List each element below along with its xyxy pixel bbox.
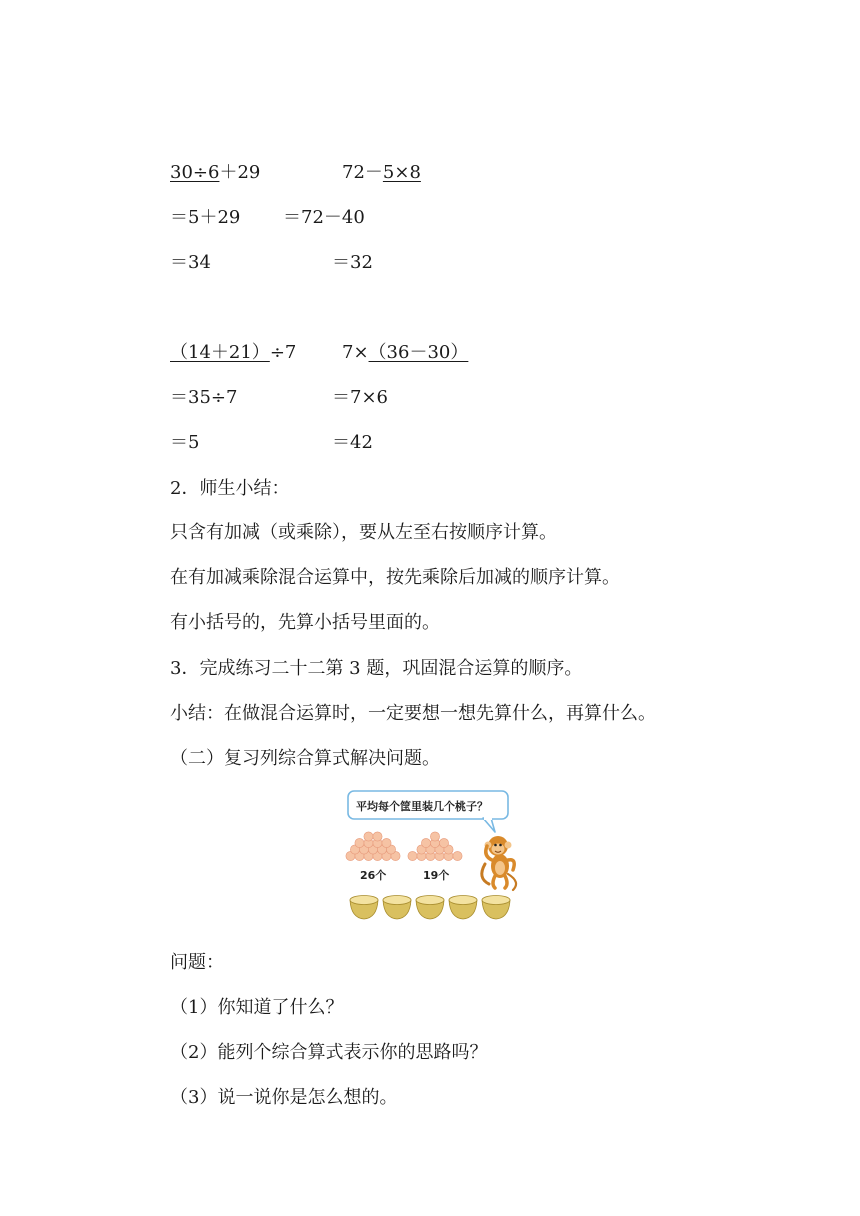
calc1-left-rest: ＋29 bbox=[219, 162, 261, 183]
calc1-right-underlined: 5×8 bbox=[382, 162, 421, 183]
calc1-right-step2: ＝32 bbox=[332, 252, 373, 273]
speech-bubble bbox=[348, 791, 508, 832]
summary-heading: 2．师生小结： bbox=[170, 478, 290, 499]
pile2-label: 19个 bbox=[423, 869, 450, 882]
calc1-left-underlined: 30÷6 bbox=[170, 162, 220, 183]
basket-icon bbox=[482, 896, 510, 920]
calc1-right-step1: ＝72－40 bbox=[283, 207, 365, 228]
calc2-right-step1: ＝7×6 bbox=[332, 387, 388, 408]
calc1-right-pre: 72－ bbox=[342, 162, 383, 183]
basket-row bbox=[350, 896, 510, 920]
calc2-left-step1: ＝35÷7 bbox=[170, 387, 238, 408]
peach-icon bbox=[408, 851, 417, 860]
section2-title: （二）复习列综合算式解决问题。 bbox=[170, 748, 440, 769]
peach-basket-illustration bbox=[345, 786, 525, 922]
peach-pile-19 bbox=[408, 832, 462, 861]
basket-icon bbox=[383, 896, 411, 920]
calc1-left-step1: ＝5＋29 bbox=[170, 207, 241, 228]
calc1-right-expression bbox=[342, 162, 421, 184]
calc2-right-expression bbox=[342, 342, 468, 364]
questions-heading: 问题： bbox=[170, 952, 224, 973]
summary-line-3: 有小括号的，先算小括号里面的。 bbox=[170, 612, 440, 633]
basket-icon bbox=[416, 896, 444, 920]
peach-icon bbox=[421, 838, 430, 847]
summary-line-1: 只含有加减（或乘除），要从左至右按顺序计算。 bbox=[170, 522, 557, 543]
calc1-left-expression bbox=[170, 162, 260, 184]
calc2-left-rest: ÷7 bbox=[269, 342, 297, 363]
practice-line: 3．完成练习二十二第 3 题，巩固混合运算的顺序。 bbox=[170, 658, 583, 679]
basket-icon bbox=[350, 896, 378, 920]
question-1: （1）你知道了什么？ bbox=[170, 997, 344, 1018]
basket-icon bbox=[449, 896, 477, 920]
pile1-label: 26个 bbox=[360, 869, 387, 882]
question-3: （3）说一说你是怎么想的。 bbox=[170, 1087, 398, 1108]
monkey-icon bbox=[482, 836, 516, 890]
peach-icon bbox=[364, 832, 373, 841]
peach-icon bbox=[382, 838, 391, 847]
calc2-left-underlined: （14＋21） bbox=[170, 342, 270, 363]
peach-icon bbox=[439, 838, 448, 847]
calc2-right-step2: ＝42 bbox=[332, 432, 373, 453]
summary-line-2: 在有加减乘除混合运算中，按先乘除后加减的顺序计算。 bbox=[170, 567, 620, 588]
calc2-left-expression bbox=[170, 342, 296, 364]
bubble-text: 平均每个筐里装几个桃子？ bbox=[356, 800, 488, 813]
peach-icon bbox=[373, 832, 382, 841]
peach-icon bbox=[430, 832, 439, 841]
calc1-left-step2: ＝34 bbox=[170, 252, 211, 273]
calc2-left-step2: ＝5 bbox=[170, 432, 200, 453]
illustration-svg bbox=[345, 786, 525, 922]
practice-note: 小结：在做混合运算时，一定要想一想先算什么，再算什么。 bbox=[170, 703, 656, 724]
calc2-right-pre: 7× bbox=[342, 342, 369, 363]
peach-icon bbox=[453, 851, 462, 860]
calc2-right-underlined: （36－30） bbox=[368, 342, 469, 363]
peach-pile-26 bbox=[346, 832, 400, 861]
peach-icon bbox=[355, 838, 364, 847]
question-2: （2）能列个综合算式表示你的思路吗？ bbox=[170, 1042, 488, 1063]
